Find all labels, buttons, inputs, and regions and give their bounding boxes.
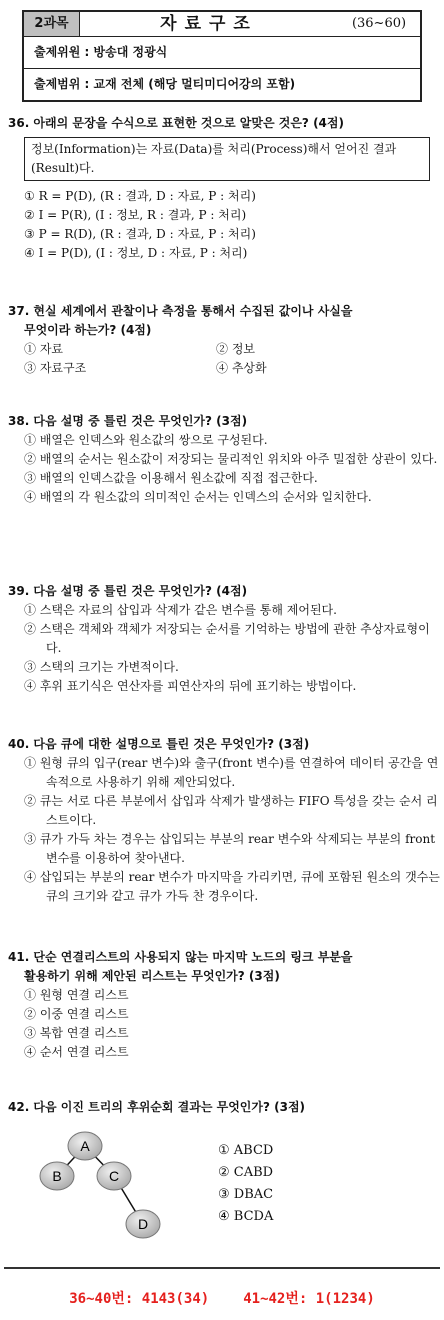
- option: ① 배열은 인덱스와 원소값의 쌍으로 구성된다.: [24, 433, 268, 447]
- divider: [4, 1267, 440, 1269]
- question-39: [8, 582, 440, 696]
- scope-line: 출제범위 : 교재 전체 (해당 멀티미디어강의 포함): [34, 77, 296, 91]
- option: ④ 추상화: [216, 361, 267, 375]
- question-stem: 40. 다음 큐에 대한 설명으로 틀린 것은 무엇인가? (3점): [8, 737, 310, 751]
- question-stem-line: 활용하기 위해 제안된 리스트는 무엇인가? (3점): [24, 969, 280, 983]
- option: ① 자료: [24, 342, 63, 356]
- option: ④ 배열의 각 원소값의 의미적인 순서는 인덱스의 순서와 일치한다.: [24, 490, 372, 504]
- option: ③ P = R(D), (R : 결과, D : 자료, P : 처리): [24, 227, 256, 241]
- option: ② 스택은 객체와 객체가 저장되는 순서를 기억하는 방법에 관한 추상자료형이다.: [24, 622, 430, 655]
- option: ② CABD: [218, 1165, 274, 1180]
- question-stem: 39. 다음 설명 중 틀린 것은 무엇인가? (4점): [8, 584, 248, 598]
- question-stem-line: 41. 단순 연결리스트의 사용되지 않는 마지막 노드의 링크 부분을: [8, 950, 353, 964]
- tree-options: [218, 1140, 280, 1228]
- subject-label: 2과목: [24, 12, 80, 36]
- option: ③ 복합 연결 리스트: [24, 1026, 129, 1040]
- answer-key: [0, 1288, 444, 1308]
- option: ③ 큐가 가득 차는 경우는 삽입되는 부분의 rear 변수와 삭제되는 부분의 front 변수를 이용하여 찾아낸다.: [24, 832, 436, 865]
- option: ③ 자료구조: [24, 361, 87, 375]
- option: ③ 배열의 인덱스값을 이용해서 원소값에 직접 접근한다.: [24, 471, 318, 485]
- tree-node-label: B: [52, 1168, 62, 1184]
- option: ① 원형 큐의 입구(rear 변수)와 출구(front 변수)를 연결하여 데이터 공간을 연속적으로 사용하기 위해 제안되었다.: [24, 756, 439, 789]
- option: ① ABCD: [218, 1143, 274, 1158]
- tree-node-label: A: [80, 1138, 90, 1154]
- question-41: [8, 948, 440, 1062]
- option: ② 배열의 순서는 원소값이 저장되는 물리적인 위치와 아주 밀접한 상관이 있다.: [24, 452, 438, 466]
- binary-tree-diagram: [30, 1120, 180, 1250]
- header-title-row: [24, 12, 420, 37]
- question-40: [8, 735, 440, 906]
- question-36: [8, 114, 440, 263]
- answer-key-part-1: 36~40번: 4143(34): [69, 1291, 210, 1307]
- question-stem: 36. 아래의 문장을 수식으로 표현한 것으로 알맞은 것은? (4점): [8, 116, 344, 130]
- option: ② 이중 연결 리스트: [24, 1007, 129, 1021]
- question-stem: 42. 다음 이진 트리의 후위순회 결과는 무엇인가? (3점): [8, 1100, 306, 1114]
- question-38: [8, 412, 440, 507]
- option: ④ 순서 연결 리스트: [24, 1045, 129, 1059]
- tree-node-label: C: [108, 1168, 120, 1184]
- exam-header: [22, 10, 422, 102]
- answer-key-part-2: 41~42번: 1(1234): [243, 1291, 375, 1307]
- option: ③ DBAC: [218, 1187, 274, 1202]
- question-stem: 38. 다음 설명 중 틀린 것은 무엇인가? (3점): [8, 414, 248, 428]
- question-range: (36~60): [351, 16, 407, 31]
- course-title: 자료구조: [160, 14, 258, 34]
- statement-box: 정보(Information)는 자료(Data)를 처리(Process)해서 얻어진 결과(Result)다.: [24, 137, 430, 181]
- option: ④ I = P(D), (I : 정보, D : 자료, P : 처리): [24, 246, 248, 260]
- tree-node-label: D: [137, 1216, 149, 1232]
- option: ① 원형 연결 리스트: [24, 988, 129, 1002]
- question-37: [8, 302, 440, 378]
- option: ② I = P(R), (I : 정보, R : 결과, P : 처리): [24, 208, 247, 222]
- question-42: [8, 1098, 440, 1117]
- option: ① 스택은 자료의 삽입과 삭제가 같은 변수를 통해 제어된다.: [24, 603, 337, 617]
- question-stem-line: 37. 현실 세계에서 관찰이나 측정을 통해서 수집된 값이나 사실을: [8, 304, 353, 318]
- option: ③ 스택의 크기는 가변적이다.: [24, 660, 179, 674]
- option: ④ 후위 표기식은 연산자를 피연산자의 뒤에 표기하는 방법이다.: [24, 679, 357, 693]
- option: ① R = P(D), (R : 결과, D : 자료, P : 처리): [24, 189, 256, 203]
- option: ② 큐는 서로 다른 부분에서 삽입과 삭제가 발생하는 FIFO 특성을 갖는 순서 리스트이다.: [24, 794, 438, 827]
- option: ② 정보: [216, 342, 255, 356]
- option: ④ BCDA: [218, 1209, 274, 1224]
- question-stem-line: 무엇이라 하는가? (4점): [24, 323, 152, 337]
- option: ④ 삽입되는 부분의 rear 변수가 마지막을 가리키면, 큐에 포함된 원소의 갯수는 큐의 크기와 같고 큐가 가득 찬 경우이다.: [24, 870, 440, 903]
- author-line: 출제위원 : 방송대 정광식: [24, 37, 420, 69]
